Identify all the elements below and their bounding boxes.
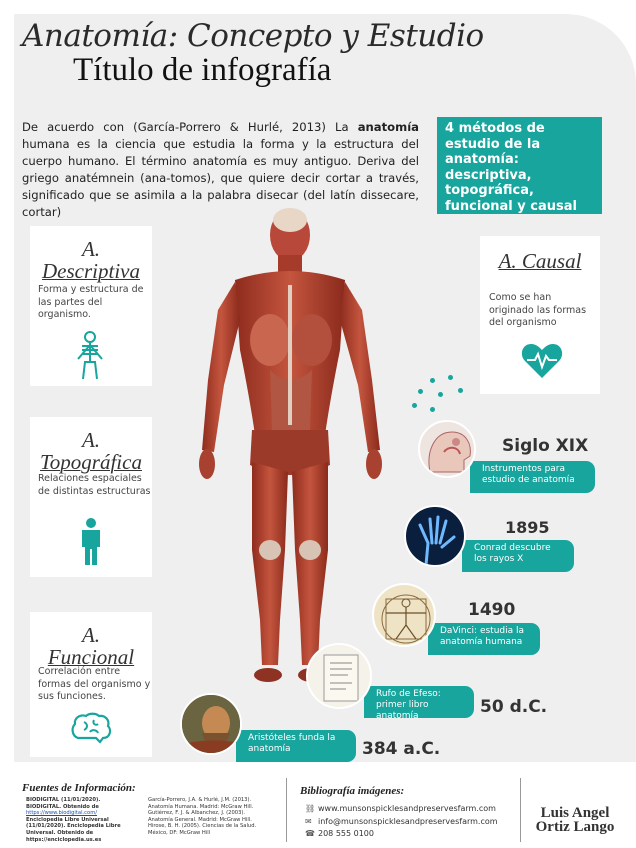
- card-topografica-letter: A.: [81, 428, 101, 452]
- timeline-year-50dc: 50 d.C.: [480, 697, 548, 717]
- contact-website[interactable]: ⛓ www.munsonspicklesandpreservesfarm.com: [305, 803, 498, 816]
- timeline-year-siglo-xix: Siglo XIX: [502, 436, 589, 456]
- person-icon: [77, 517, 105, 567]
- intro-paragraph: De acuerdo con (García-Porrero & Hurlé, 2013) La anatomía humana es la ciencia que estudia la forma y la estructura del cuerpo humano. El término anatomía es muy antiguo. Deriva del griego anatémnein (ana-tomos), que quiere decir cortar a través, significado que se asimila a la palabra disecar (del latín dissecare, cortar): [22, 120, 419, 219]
- author-last-name: Ortiz Lango: [535, 819, 615, 835]
- source-item: BIODIGITAL (11/01/2020). BIODIGITAL. Obtenido de: [26, 797, 101, 810]
- heart-pulse-icon: [520, 340, 564, 380]
- source-item: García-Porrero, J.A. & Hurlé, J.M. (2013). Anatomía Humana. Madrid: McGraw Hill.: [148, 797, 254, 810]
- timeline-image-384ac: [180, 693, 242, 755]
- timeline-label-50dc: Rufo de Efeso: primer libro anatomía: [364, 686, 474, 718]
- card-causal-title: A. Causal: [498, 249, 582, 273]
- card-funcional-text: Correlación entre formas del organismo y sus funciones.: [38, 666, 151, 702]
- timeline-label-siglo-xix: Instrumentos para estudio de anatomía: [470, 461, 595, 493]
- source-link[interactable]: https://enciclopedia.us.es: [26, 836, 102, 843]
- timeline-image-50dc: [306, 643, 372, 709]
- footer-divider: [520, 778, 521, 842]
- card-causal-text: Como se han originado las formas del organismo: [489, 292, 587, 328]
- source-item: Gutiérrez, F. J. & Albanchez, J. (2003). Anatomía General. Madrid: McGraw Hill.: [148, 810, 252, 823]
- card-descriptiva-text: Forma y estructura de las partes del organismo.: [38, 284, 144, 320]
- anatomy-figure: [190, 200, 390, 690]
- timeline-image-1895: [404, 505, 466, 567]
- sources-column-1: [26, 797, 136, 843]
- card-descriptiva-letter: A.: [81, 237, 101, 261]
- card-funcional: [30, 612, 152, 757]
- timeline-dot: [412, 403, 417, 408]
- card-causal: [480, 236, 600, 394]
- timeline-label-1895: Conrad descubre los rayos X: [462, 540, 574, 572]
- author-first-name: Luis Angel: [540, 805, 610, 821]
- timeline-dot: [430, 378, 435, 383]
- source-item: Hirose, B. H. (2005). Ciencias de la Salud. México, DF: McGraw Hill: [148, 823, 257, 836]
- contact-email[interactable]: ✉ info@munsonspicklesandpreservesfarm.com: [305, 816, 498, 829]
- page-subtitle: Título de infografía: [73, 52, 332, 88]
- timeline-image-1490: [372, 583, 436, 647]
- sources-column-2: [148, 797, 266, 837]
- link-icon: ⛓: [305, 804, 316, 813]
- timeline-label-1490: DaVinci: estudia la anatomía humana: [428, 623, 540, 655]
- card-topografica-title: Topográfica: [40, 450, 142, 474]
- images-title: Bibliografía imágenes:: [300, 785, 405, 797]
- card-topografica-text: Relaciones espaciales de distintas estructuras: [38, 473, 151, 497]
- timeline-label-384ac: Aristóteles funda la anatomía: [236, 730, 356, 762]
- card-topografica: [30, 417, 152, 577]
- timeline-dot: [438, 392, 443, 397]
- card-descriptiva-title: Descriptiva: [42, 259, 140, 283]
- skeleton-icon: [73, 331, 107, 381]
- brain-icon: [70, 712, 112, 744]
- card-funcional-title: Funcional: [47, 645, 135, 669]
- source-item: Enciclopedia Libre Universal (11/01/2020). Enciclopedia Libre Universal. Obtenido de: [26, 816, 121, 836]
- card-descriptiva: [30, 226, 152, 386]
- timeline-image-siglo-xix: [418, 420, 476, 478]
- timeline-year-384ac: 384 a.C.: [362, 739, 441, 759]
- timeline-dot: [448, 375, 453, 380]
- timeline-dot: [418, 389, 423, 394]
- contact-list: [305, 803, 498, 841]
- phone-icon: ☎: [305, 829, 315, 838]
- card-funcional-letter: A.: [81, 623, 101, 647]
- timeline-dot: [458, 388, 463, 393]
- methods-box: 4 métodos de estudio de la anatomía: descriptiva, topográfica, funcional y causal: [437, 117, 602, 214]
- timeline-dot: [430, 407, 435, 412]
- timeline-year-1895: 1895: [505, 518, 550, 537]
- author-name: [530, 806, 620, 834]
- mail-icon: ✉: [305, 816, 312, 826]
- footer-divider: [286, 778, 287, 842]
- timeline-year-1490: 1490: [468, 600, 516, 620]
- contact-phone[interactable]: ☎ 208 555 0100: [305, 828, 498, 841]
- source-link[interactable]: https://www.biodigital.com/: [26, 810, 98, 817]
- page-title: Anatomía: Concepto y Estudio: [22, 18, 484, 54]
- sources-title: Fuentes de Información:: [22, 782, 136, 794]
